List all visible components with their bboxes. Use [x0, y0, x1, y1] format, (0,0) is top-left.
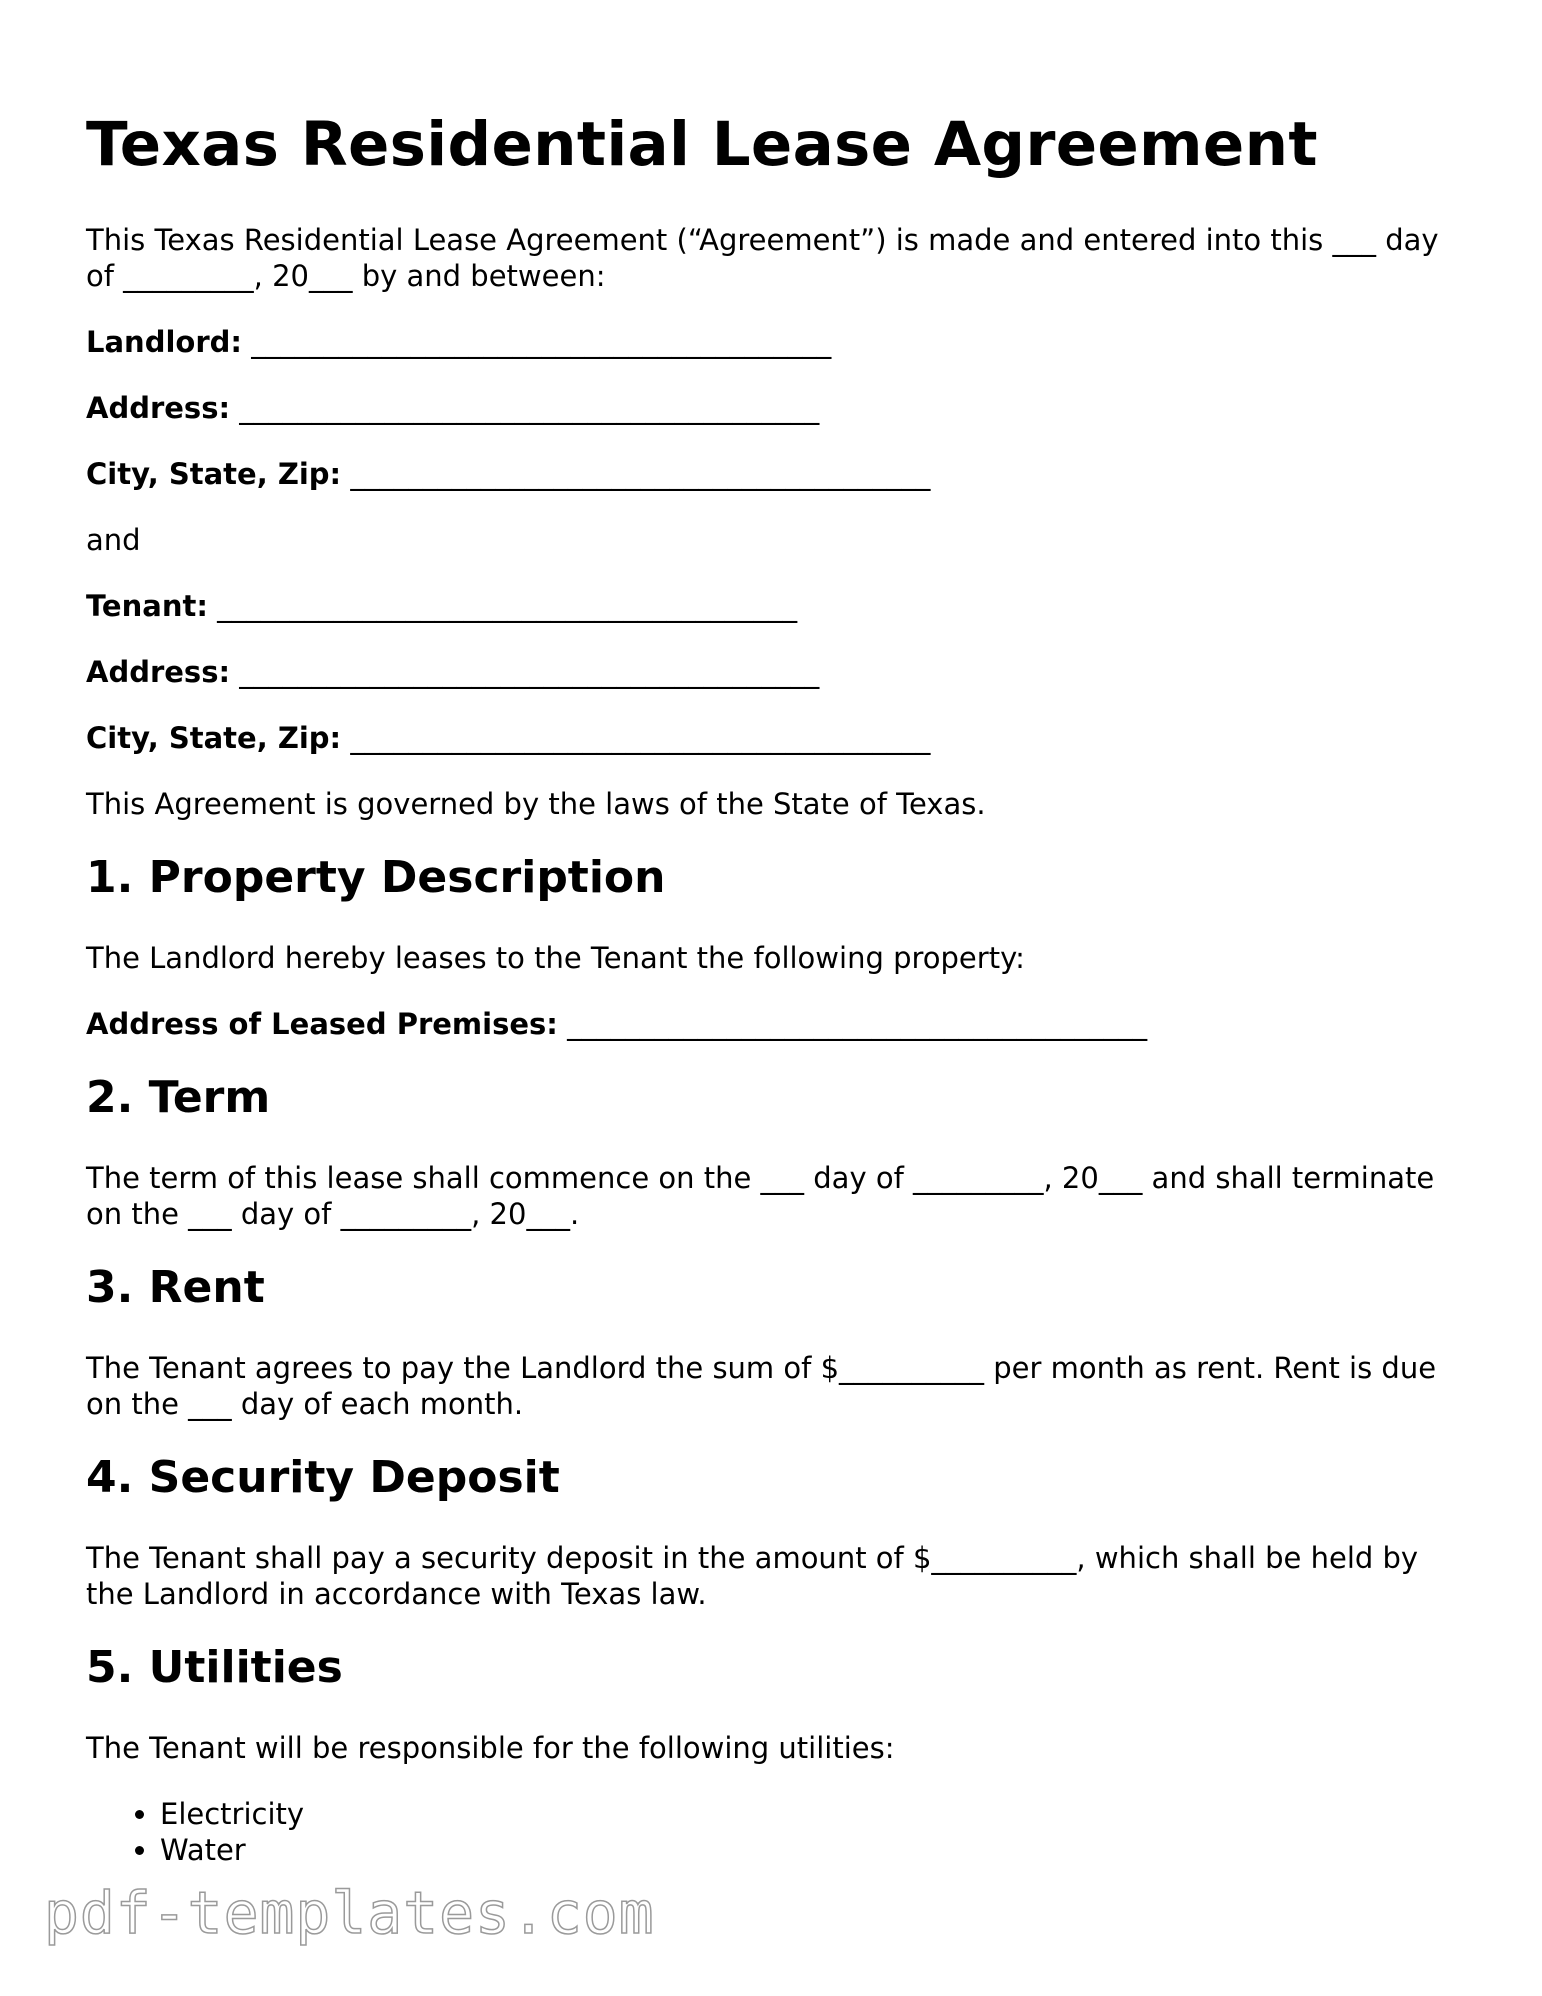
section-heading-rent: 3. Rent: [86, 1262, 265, 1313]
document-title: Texas Residential Lease Agreement: [86, 109, 1318, 180]
section-heading-utilities: 5. Utilities: [86, 1642, 343, 1693]
utilities-text: The Tenant will be responsible for the following utilities:: [86, 1731, 895, 1765]
landlord-city-blank: ________________________________________: [350, 457, 931, 491]
utilities-list: [86, 1796, 1456, 1868]
list-item: • Water: [160, 1832, 1456, 1868]
leased-premises-field: [86, 1006, 1456, 1042]
document-page: [86, 108, 1456, 1868]
tenant-address-label: Address:: [86, 655, 231, 689]
governing-law-text: This Agreement is governed by the laws of the State of Texas.: [86, 787, 986, 821]
landlord-address-label: Address:: [86, 391, 231, 425]
and-text: and: [86, 523, 141, 557]
tenant-address-blank: ________________________________________: [239, 655, 820, 689]
tenant-name-label: Tenant:: [86, 589, 208, 623]
term-text: The term of this lease shall commence on the ___ day of _________, 20___ and shall terminate on the ___ day of _________, 20___.: [86, 1161, 1435, 1231]
tenant-address-field: [86, 654, 1456, 690]
landlord-city-field: [86, 456, 1456, 492]
landlord-name-field: [86, 324, 1456, 360]
watermark-text: pdf-templates.com: [44, 1879, 655, 1947]
tenant-name-blank: ________________________________________: [217, 589, 798, 623]
intro-paragraph: This Texas Residential Lease Agreement (“Agreement”) is made and entered into this ___ day of _________, 20___ by and between:: [86, 223, 1439, 293]
tenant-name-field: [86, 588, 1456, 624]
section-heading-deposit: 4. Security Deposit: [86, 1452, 560, 1503]
landlord-address-field: [86, 390, 1456, 426]
section-heading-term: 2. Term: [86, 1072, 271, 1123]
list-item: • Electricity: [160, 1796, 1456, 1832]
leased-premises-blank: ________________________________________: [567, 1007, 1148, 1041]
property-text: The Landlord hereby leases to the Tenant the following property:: [86, 941, 1025, 975]
tenant-city-blank: ________________________________________: [350, 721, 931, 755]
tenant-city-label: City, State, Zip:: [86, 721, 342, 755]
section-heading-property: 1. Property Description: [86, 852, 666, 903]
landlord-address-blank: ________________________________________: [239, 391, 820, 425]
landlord-city-label: City, State, Zip:: [86, 457, 342, 491]
landlord-name-label: Landlord:: [86, 325, 242, 359]
landlord-name-blank: ________________________________________: [251, 325, 832, 359]
rent-text: The Tenant agrees to pay the Landlord the sum of $__________ per month as rent. Rent is due on the ___ day of each month.: [86, 1351, 1437, 1421]
leased-premises-label: Address of Leased Premises:: [86, 1007, 558, 1041]
tenant-city-field: [86, 720, 1456, 756]
deposit-text: The Tenant shall pay a security deposit in the amount of $__________, which shall be held by the Landlord in accordance with Texas law.: [86, 1541, 1419, 1611]
